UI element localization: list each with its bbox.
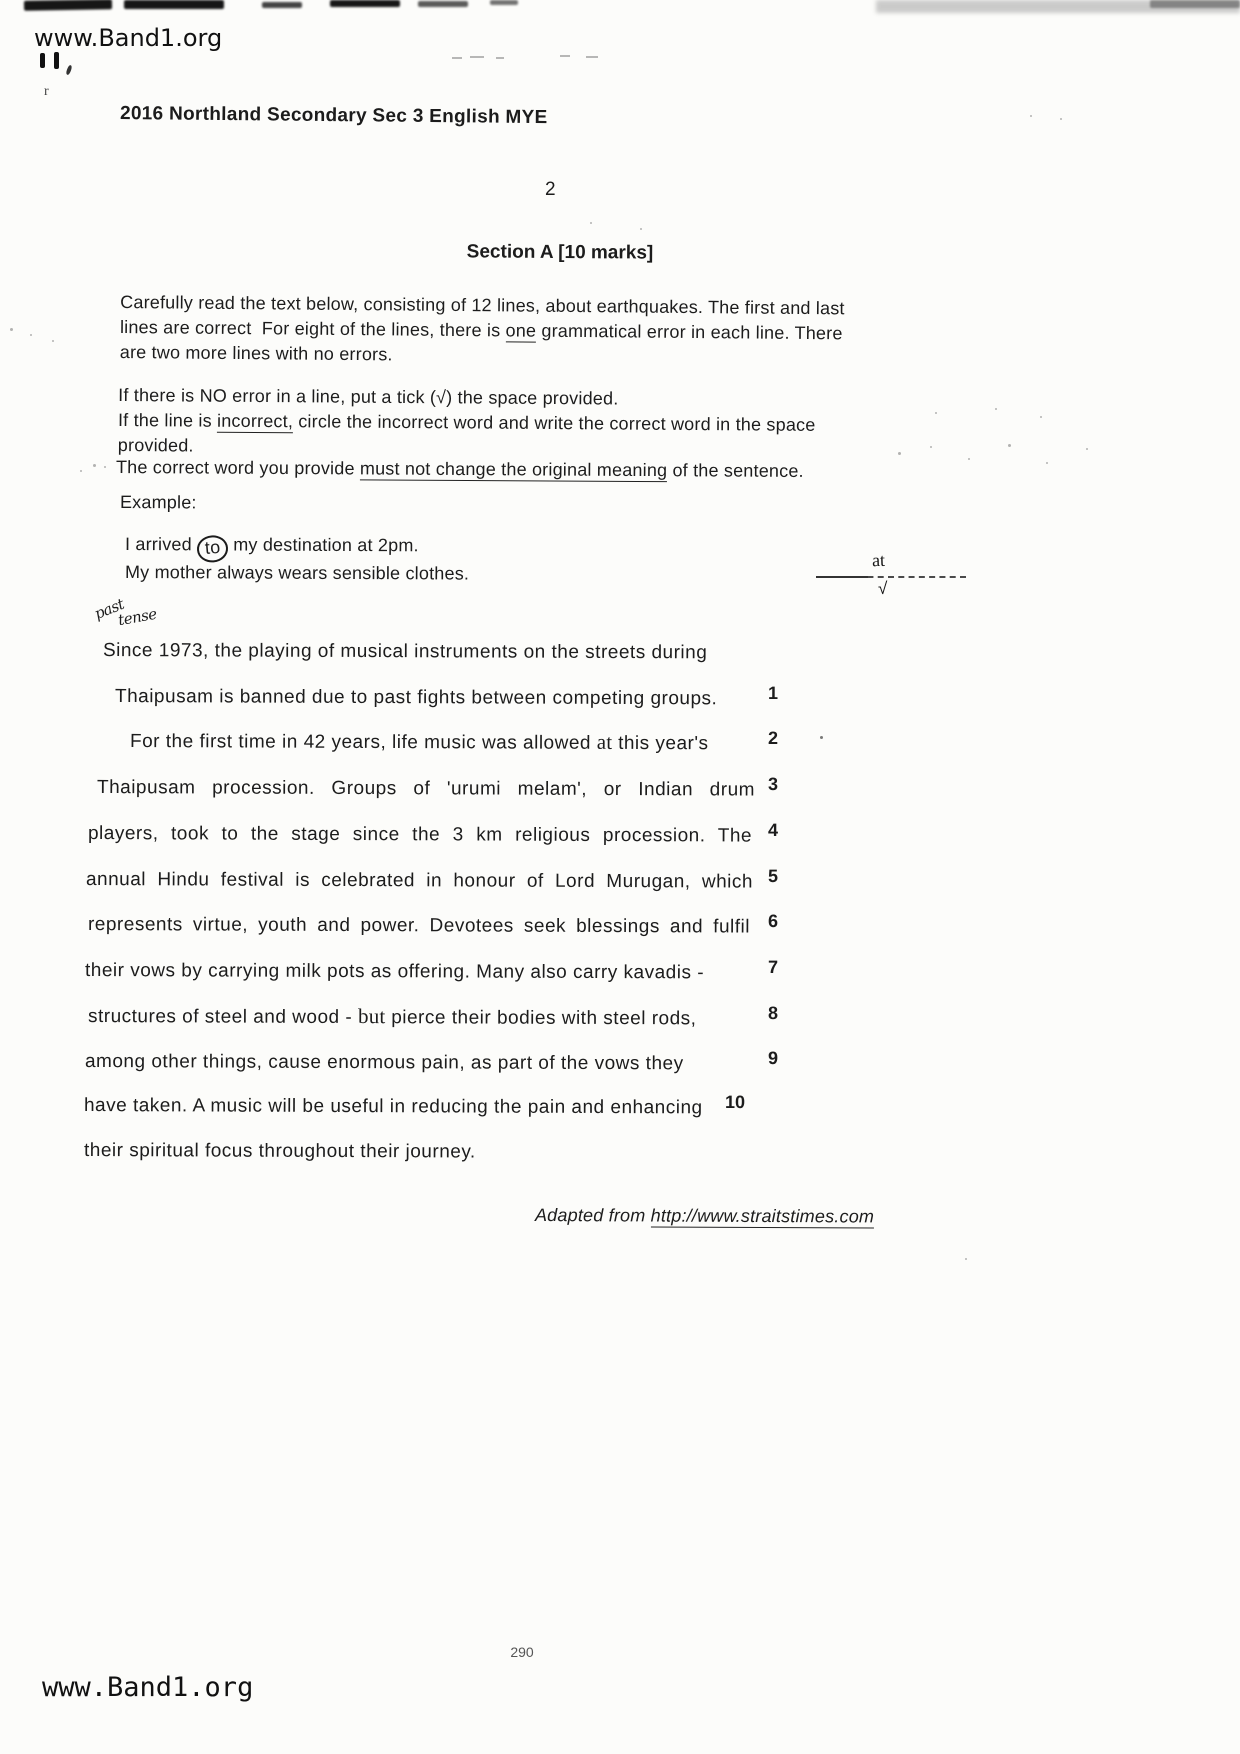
footer-page-number: 290 <box>510 1644 534 1660</box>
instruction-line: Carefully read the text below, consisting of 12 lines, about earthquakes. The first and last <box>120 292 845 319</box>
passage-line: among other things, cause enormous pain, as part of the vows they <box>84 1051 684 1075</box>
instruction-line: lines are correct For eight of the lines, there is one grammatical error in each line. There <box>119 317 843 344</box>
passage-line: Thaipusam is banned due to past fights between competing groups. <box>114 686 718 710</box>
scan-speck <box>104 466 106 468</box>
passage-line: Since 1973, the playing of musical instruments on the streets during <box>102 640 708 664</box>
watermark-bottom: www.Band1.org <box>42 1672 254 1703</box>
stray-mark: r <box>44 84 49 99</box>
passage-line-number: 4 <box>767 819 779 841</box>
scan-speck <box>590 222 592 224</box>
scan-speck <box>1008 444 1011 447</box>
passage-line-number: 1 <box>767 682 779 704</box>
source-url: http://www.straitstimes.com <box>650 1205 875 1227</box>
handwritten-note-word: tense <box>116 604 158 630</box>
scan-speck <box>52 340 54 342</box>
passage-line: players, took to the stage since the 3 km religious procession. The <box>87 823 753 847</box>
stray-mark <box>54 52 59 69</box>
circled-word: to <box>196 534 230 563</box>
passage-line-number: 7 <box>767 956 779 978</box>
scan-smudge <box>1150 0 1240 8</box>
passage-line: annual Hindu festival is celebrated in honour of Lord Murugan, which <box>85 869 754 893</box>
scan-speck <box>1030 115 1032 117</box>
passage-line: their vows by carrying milk pots as offering. Many also carry kavadis - <box>84 960 705 984</box>
answer-line <box>816 576 868 578</box>
instructions-paragraph-3: The correct word you provide must not change the original meaning of the sentence. <box>115 457 804 481</box>
instruction-line: If the line is incorrect, circle the incorrect word and write the correct word in the space <box>117 410 816 435</box>
instruction-line: provided. <box>117 434 194 456</box>
example-sentence-1: I arrived to my destination at 2pm. <box>125 534 419 563</box>
scan-speck <box>80 470 82 472</box>
example-answer-blank <box>816 549 966 602</box>
instruction-line: If there is NO error in a line, put a tick (√) the space provided. <box>118 385 619 409</box>
scan-smudge <box>490 0 518 5</box>
passage-line: For the first time in 42 years, life music was allowed at this year's <box>129 729 709 755</box>
scan-speck <box>1040 416 1042 418</box>
scan-smudge <box>262 2 302 8</box>
handwritten-note <box>91 594 194 636</box>
scan-speck <box>968 458 970 460</box>
scan-smudge <box>330 0 400 7</box>
scan-speck <box>1046 462 1048 464</box>
scan-speck <box>30 334 32 336</box>
watermark-top: www.Band1.org <box>34 24 223 52</box>
scan-speck <box>470 56 484 58</box>
scan-speck <box>10 328 13 331</box>
passage-line-number: 8 <box>767 1002 779 1024</box>
passage-line-number: 10 <box>724 1091 746 1113</box>
stray-mark <box>40 53 45 68</box>
handwritten-answer: at <box>871 549 886 571</box>
passage-line: have taken. A music will be useful in reducing the pain and enhancing <box>83 1095 703 1119</box>
scan-speck <box>560 55 570 57</box>
passage-line-number: 3 <box>767 773 779 795</box>
passage-line: Thaipusam procession. Groups of 'urumi melam', or Indian drum <box>96 777 756 801</box>
example-sentence-2: My mother always wears sensible clothes. <box>124 562 470 584</box>
passage-line-number: 9 <box>767 1047 779 1069</box>
scan-smudge <box>124 0 224 9</box>
scan-speck <box>820 736 823 739</box>
scan-smudge <box>418 1 468 7</box>
passage-line-number: 2 <box>767 727 779 749</box>
example-label: Example: <box>119 492 197 513</box>
passage-line-number: 6 <box>767 910 779 932</box>
scan-speck <box>496 57 504 59</box>
scan-speck <box>1060 118 1062 120</box>
scan-speck <box>93 464 96 467</box>
underlined-word: one <box>505 320 537 341</box>
underlined-word: incorrect, <box>216 410 294 432</box>
instructions-paragraph-1 <box>120 290 845 371</box>
scan-smudge <box>24 0 112 11</box>
scan-speck <box>1086 448 1088 450</box>
source-attribution: Adapted from http://www.straitstimes.com <box>534 1205 875 1227</box>
scan-speck <box>898 452 901 455</box>
scan-speck <box>586 56 598 58</box>
scan-speck <box>640 228 642 230</box>
instructions-paragraph-2 <box>118 383 816 463</box>
handwritten-note-word: past <box>91 594 127 624</box>
passage-line: structures of steel and wood - but pierce their bodies with steel rods, <box>87 1004 697 1030</box>
scan-speck <box>995 408 997 410</box>
instruction-line: are two more lines with no errors. <box>119 341 393 365</box>
section-title: Section A [10 marks] <box>466 241 654 264</box>
underlined-phrase: must not change the original meaning <box>359 458 668 481</box>
passage-line: represents virtue, youth and power. Devotees seek blessings and fulfil <box>87 914 751 938</box>
scan-speck <box>930 446 932 448</box>
scan-speck <box>452 57 462 59</box>
passage-line: their spiritual focus throughout their journey. <box>83 1140 476 1163</box>
scan-speck <box>965 1258 967 1260</box>
document-title: 2016 Northland Secondary Sec 3 English MYE <box>119 103 548 129</box>
stray-mark <box>65 65 72 76</box>
scan-speck <box>935 412 937 414</box>
page-number: 2 <box>545 179 556 200</box>
handwritten-tick: √ <box>878 579 888 598</box>
passage-line-number: 5 <box>767 865 779 887</box>
